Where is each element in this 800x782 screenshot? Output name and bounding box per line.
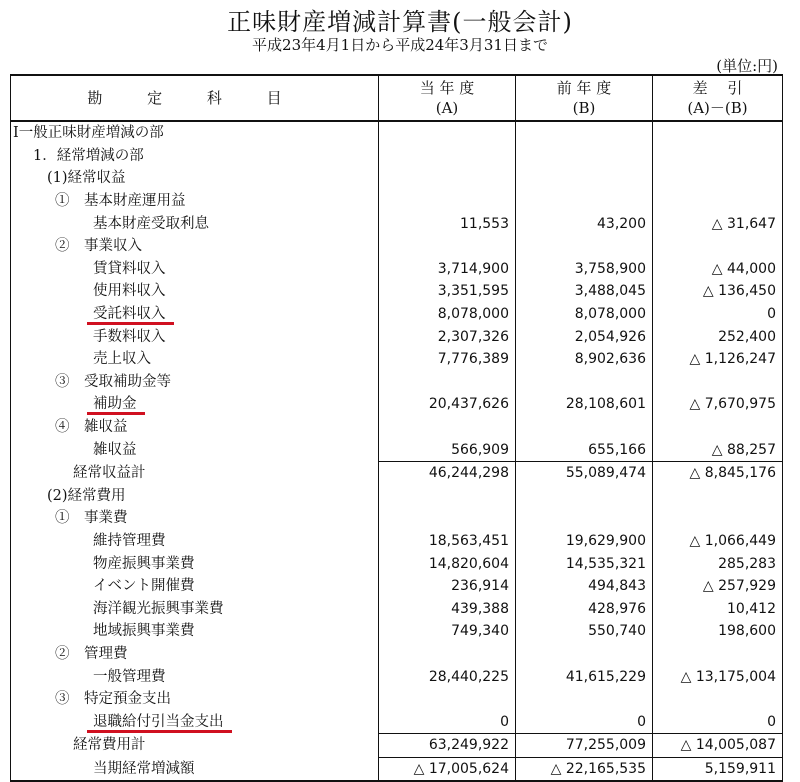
period-subtitle: 平成23年4月1日から平成24年3月31日まで [252, 36, 548, 54]
header-diff-code: (A)－(B) [687, 99, 748, 117]
statement-table [10, 74, 783, 782]
table-row [11, 734, 783, 758]
account-cell [11, 258, 379, 281]
table-row [11, 461, 783, 484]
account-label: 基本財産受取利息 [93, 215, 209, 232]
diff-value: △ 88,257 [653, 438, 783, 461]
diff-value [653, 643, 783, 666]
account-label: Ⅰ一般正味財産増減の部 [13, 125, 164, 142]
account-label: 海洋観光振興事業費 [93, 600, 224, 617]
previous-value [516, 643, 653, 666]
account-label: 経常費用計 [73, 737, 146, 754]
header-current-label: 当 年 度 [419, 79, 475, 97]
current-value [379, 485, 516, 508]
table-row [11, 597, 783, 620]
previous-value: △ 22,165,535 [516, 757, 653, 781]
table-row [11, 643, 783, 666]
table-row [11, 485, 783, 508]
diff-value [653, 507, 783, 530]
account-cell [11, 190, 379, 213]
account-cell [11, 416, 379, 439]
account-cell [11, 303, 379, 326]
diff-value: 285,283 [653, 552, 783, 575]
table-row [11, 348, 783, 371]
diff-value: 252,400 [653, 325, 783, 348]
account-label: イベント開催費 [93, 578, 195, 595]
diff-value: △ 1,066,449 [653, 530, 783, 553]
account-cell [11, 597, 379, 620]
table-row [11, 507, 783, 530]
current-value: 28,440,225 [379, 665, 516, 688]
current-value [379, 507, 516, 530]
diff-value: △ 44,000 [653, 258, 783, 281]
account-cell [11, 552, 379, 575]
previous-value: 55,089,474 [516, 461, 653, 484]
account-cell [11, 348, 379, 371]
account-label: 雑収益 [93, 441, 137, 458]
previous-value: 19,629,900 [516, 530, 653, 553]
account-cell [11, 145, 379, 168]
diff-value: 5,159,911 [653, 757, 783, 781]
table-row [11, 280, 783, 303]
header-diff [653, 75, 783, 121]
diff-value: △ 8,845,176 [653, 461, 783, 484]
header-account: 勘 定 科 目 [11, 75, 379, 121]
account-label: 賃貸料収入 [93, 260, 166, 277]
account-label: 当期経常増減額 [93, 760, 195, 777]
account-cell [11, 575, 379, 598]
current-value [379, 167, 516, 190]
current-value [379, 416, 516, 439]
previous-value: 8,902,636 [516, 348, 653, 371]
account-cell [11, 235, 379, 258]
previous-value [516, 688, 653, 711]
header-previous-label: 前 年 度 [556, 79, 612, 97]
diff-value: △ 136,450 [653, 280, 783, 303]
diff-value: △ 257,929 [653, 575, 783, 598]
previous-value: 77,255,009 [516, 734, 653, 758]
table-row [11, 235, 783, 258]
previous-value: 41,615,229 [516, 665, 653, 688]
account-label: 1．経常増減の部 [33, 147, 144, 164]
previous-value [516, 167, 653, 190]
account-cell [11, 643, 379, 666]
table-row [11, 757, 783, 781]
account-cell [11, 325, 379, 348]
diff-value: △ 13,175,004 [653, 665, 783, 688]
account-cell [11, 507, 379, 530]
account-label: 経常収益計 [73, 464, 146, 481]
account-cell [11, 485, 379, 508]
current-value [379, 190, 516, 213]
current-value: 63,249,922 [379, 734, 516, 758]
diff-value: △ 31,647 [653, 212, 783, 235]
previous-value [516, 190, 653, 213]
current-value: 14,820,604 [379, 552, 516, 575]
account-label: 受託料収入 [93, 303, 166, 325]
account-cell [11, 734, 379, 758]
current-value: 3,351,595 [379, 280, 516, 303]
diff-value [653, 371, 783, 394]
current-value: △ 17,005,624 [379, 757, 516, 781]
table-row [11, 575, 783, 598]
current-value: 749,340 [379, 620, 516, 643]
table-row [11, 393, 783, 416]
current-value: 3,714,900 [379, 258, 516, 281]
current-value: 7,776,389 [379, 348, 516, 371]
account-label: 一般管理費 [93, 668, 166, 685]
account-cell [11, 757, 379, 781]
diff-value [653, 235, 783, 258]
account-cell [11, 371, 379, 394]
account-label: 売上収入 [93, 351, 151, 368]
header-current-code: (A) [435, 99, 459, 117]
current-value: 566,909 [379, 438, 516, 461]
table-row [11, 303, 783, 326]
current-value: 18,563,451 [379, 530, 516, 553]
previous-value [516, 416, 653, 439]
document-title: 正味財産増減計算書(一般会計) [227, 8, 573, 36]
diff-value [653, 190, 783, 213]
table-header-row [11, 75, 783, 121]
account-cell [11, 438, 379, 461]
diff-value [653, 416, 783, 439]
table-row [11, 620, 783, 643]
account-cell [11, 280, 379, 303]
table-row [11, 530, 783, 553]
unit-label: (単位:円) [716, 57, 778, 75]
previous-value: 28,108,601 [516, 393, 653, 416]
current-value: 46,244,298 [379, 461, 516, 484]
previous-value: 494,843 [516, 575, 653, 598]
diff-value [653, 688, 783, 711]
table-row [11, 371, 783, 394]
diff-value [653, 167, 783, 190]
account-label: ④ 雑収益 [55, 419, 128, 436]
previous-value [516, 507, 653, 530]
account-cell [11, 710, 379, 733]
account-cell [11, 121, 379, 145]
account-label: 地域振興事業費 [93, 623, 195, 640]
header-previous [516, 75, 653, 121]
current-value [379, 145, 516, 168]
header-previous-code: (B) [572, 99, 596, 117]
diff-value: 0 [653, 303, 783, 326]
diff-value: △ 7,670,975 [653, 393, 783, 416]
current-value: 11,553 [379, 212, 516, 235]
current-value: 20,437,626 [379, 393, 516, 416]
current-value: 236,914 [379, 575, 516, 598]
account-label: 維持管理費 [93, 532, 166, 549]
previous-value [516, 121, 653, 145]
current-value: 8,078,000 [379, 303, 516, 326]
current-value [379, 371, 516, 394]
previous-value: 550,740 [516, 620, 653, 643]
table-row [11, 190, 783, 213]
account-cell [11, 530, 379, 553]
diff-value: △ 14,005,087 [653, 734, 783, 758]
table-row [11, 212, 783, 235]
current-value [379, 235, 516, 258]
header-diff-label: 差 引 [692, 79, 743, 97]
previous-value [516, 235, 653, 258]
previous-value: 428,976 [516, 597, 653, 620]
account-label: (1)経常収益 [47, 170, 126, 187]
diff-value: △ 1,126,247 [653, 348, 783, 371]
table-row [11, 438, 783, 461]
diff-value: 10,412 [653, 597, 783, 620]
previous-value: 3,488,045 [516, 280, 653, 303]
table-row [11, 665, 783, 688]
table-row [11, 145, 783, 168]
previous-value: 0 [516, 710, 653, 733]
previous-value: 14,535,321 [516, 552, 653, 575]
account-label: ② 管理費 [55, 645, 128, 662]
account-cell [11, 212, 379, 235]
current-value [379, 643, 516, 666]
account-label: 補助金 [93, 393, 137, 415]
previous-value [516, 145, 653, 168]
diff-value [653, 121, 783, 145]
current-value: 2,307,326 [379, 325, 516, 348]
account-label: ③ 特定預金支出 [55, 691, 171, 708]
diff-value [653, 145, 783, 168]
previous-value: 2,054,926 [516, 325, 653, 348]
table-body [11, 121, 783, 781]
diff-value: 0 [653, 710, 783, 733]
table-row [11, 552, 783, 575]
previous-value [516, 371, 653, 394]
account-label: ① 基本財産運用益 [55, 193, 186, 210]
previous-value: 655,166 [516, 438, 653, 461]
account-label: ③ 受取補助金等 [55, 373, 171, 390]
table-row [11, 167, 783, 190]
table-row [11, 416, 783, 439]
account-label: 物産振興事業費 [93, 555, 195, 572]
diff-value [653, 485, 783, 508]
diff-value: 198,600 [653, 620, 783, 643]
account-label: ① 事業費 [55, 510, 128, 527]
account-label: 退職給付引当金支出 [93, 711, 224, 733]
previous-value: 8,078,000 [516, 303, 653, 326]
table-row [11, 121, 783, 145]
current-value: 0 [379, 710, 516, 733]
account-label: ② 事業収入 [55, 238, 142, 255]
previous-value: 3,758,900 [516, 258, 653, 281]
table-row [11, 688, 783, 711]
header-current [379, 75, 516, 121]
table-row [11, 258, 783, 281]
current-value [379, 121, 516, 145]
account-cell [11, 167, 379, 190]
current-value [379, 688, 516, 711]
table-row [11, 325, 783, 348]
current-value: 439,388 [379, 597, 516, 620]
account-cell [11, 620, 379, 643]
previous-value: 43,200 [516, 212, 653, 235]
account-cell [11, 688, 379, 711]
account-cell [11, 665, 379, 688]
previous-value [516, 485, 653, 508]
account-label: 手数料収入 [93, 328, 166, 345]
account-cell [11, 461, 379, 484]
account-label: 使用料収入 [93, 283, 166, 300]
account-label: (2)経常費用 [47, 487, 126, 504]
account-cell [11, 393, 379, 416]
table-row [11, 710, 783, 733]
